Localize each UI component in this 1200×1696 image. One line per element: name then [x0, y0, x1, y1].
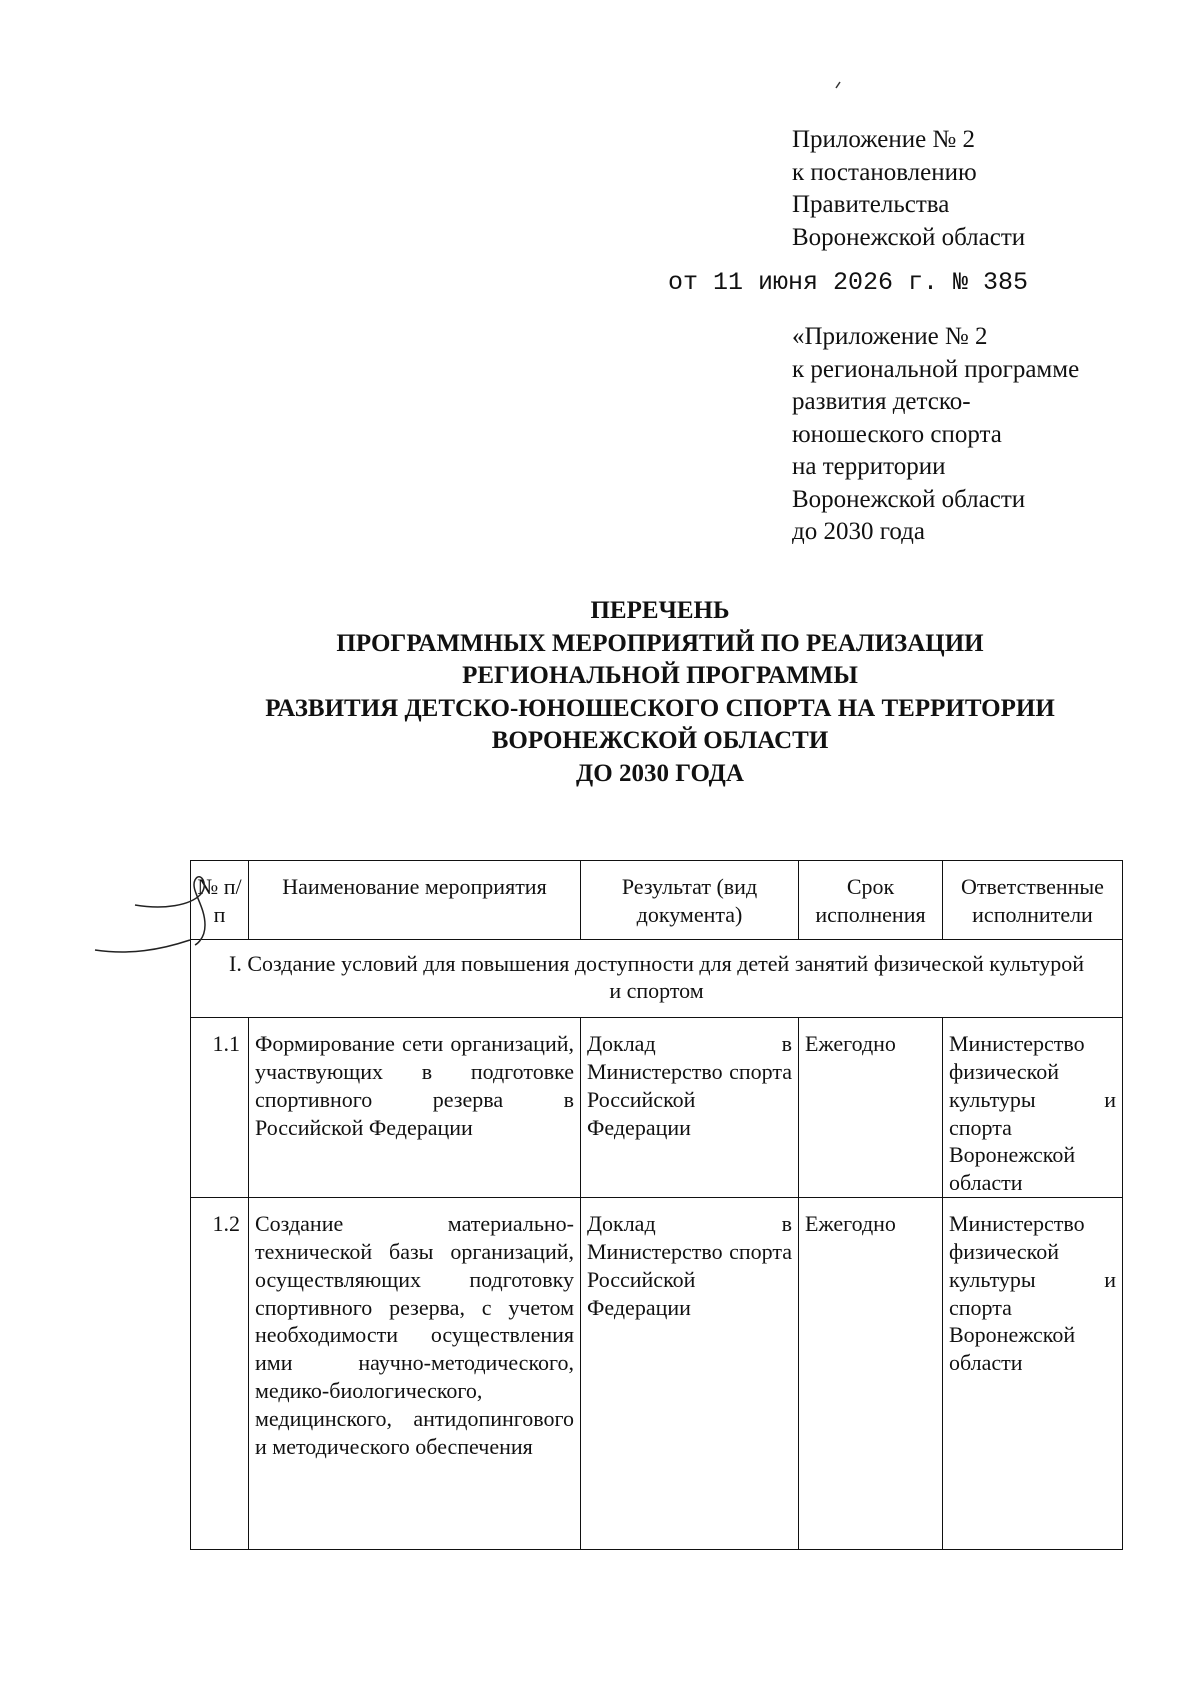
appendix-header-line: Приложение № 2: [792, 126, 976, 153]
program-appendix-line: на территории: [792, 453, 946, 480]
header-cell-responsible: Ответственные исполнители: [943, 861, 1123, 940]
header-cell-term: Срок исполнения: [799, 861, 943, 940]
program-appendix-line: «Приложение № 2: [792, 323, 988, 350]
program-appendix-line: юношеского спорта: [792, 420, 1002, 448]
measures-table: [190, 860, 1123, 1550]
header-cell-result: Результат (вид документа): [581, 861, 799, 940]
program-appendix-line: к региональной программе: [792, 355, 1080, 383]
appendix-header-line: Воронежской области: [792, 223, 1026, 251]
section-row: [191, 939, 1123, 1018]
program-appendix-header: [792, 321, 1079, 549]
row-result: Доклад в Министерство спорта Российской Федерации: [581, 1198, 799, 1550]
title-line: ПРОГРАММНЫХ МЕРОПРИЯТИЙ ПО РЕАЛИЗАЦИИ: [336, 629, 984, 657]
title-line: ДО 2030 ГОДА: [576, 759, 744, 787]
table-row: [191, 1018, 1123, 1198]
program-appendix-line: до 2030 года: [792, 518, 925, 545]
table-header-row: [191, 861, 1123, 940]
title-line: ПЕРЕЧЕНЬ: [590, 597, 730, 624]
appendix-header-line: Правительства: [792, 191, 950, 218]
row-term: Ежегодно: [799, 1198, 943, 1550]
document-title: [170, 595, 1150, 790]
section-title: I. Создание условий для повышения доступности для детей занятий физической культурой и спортом: [191, 939, 1123, 1018]
appendix-header-line: к постановлению: [792, 158, 977, 186]
row-name: Формирование сети организаций, участвующих в подготовке спортивного резерва в Российской Федерации: [249, 1018, 581, 1198]
title-line: РЕГИОНАЛЬНОЙ ПРОГРАММЫ: [462, 662, 858, 689]
table-row: [191, 1198, 1123, 1550]
appendix-header: [792, 124, 1025, 254]
title-line: РАЗВИТИЯ ДЕТСКО-ЮНОШЕСКОГО СПОРТА НА ТЕРРИТОРИИ: [265, 694, 1055, 722]
row-name: Создание материально-технической базы организаций, осуществляющих подготовку спортивного резерва, с учетом необходимости осуществления ими научно-методического, медико-биологического, медицинского, антидопингового и методического обеспечения: [249, 1198, 581, 1550]
program-appendix-line: развития детско-: [792, 388, 971, 415]
decree-date-number: от 11 июня 2026 г. № 385: [668, 268, 1029, 297]
row-responsible: Министерство физической культуры и спорта Воронежской области: [943, 1198, 1123, 1550]
header-cell-name: Наименование мероприятия: [249, 861, 581, 940]
row-responsible: Министерство физической культуры и спорта Воронежской области: [943, 1018, 1123, 1198]
row-number: 1.1: [191, 1018, 249, 1198]
row-result: Доклад в Министерство спорта Российской Федерации: [581, 1018, 799, 1198]
header-cell-number: № п/п: [191, 861, 249, 940]
program-appendix-line: Воронежской области: [792, 485, 1026, 513]
title-line: ВОРОНЕЖСКОЙ ОБЛАСТИ: [491, 727, 829, 754]
row-term: Ежегодно: [799, 1018, 943, 1198]
row-number: 1.2: [191, 1198, 249, 1550]
